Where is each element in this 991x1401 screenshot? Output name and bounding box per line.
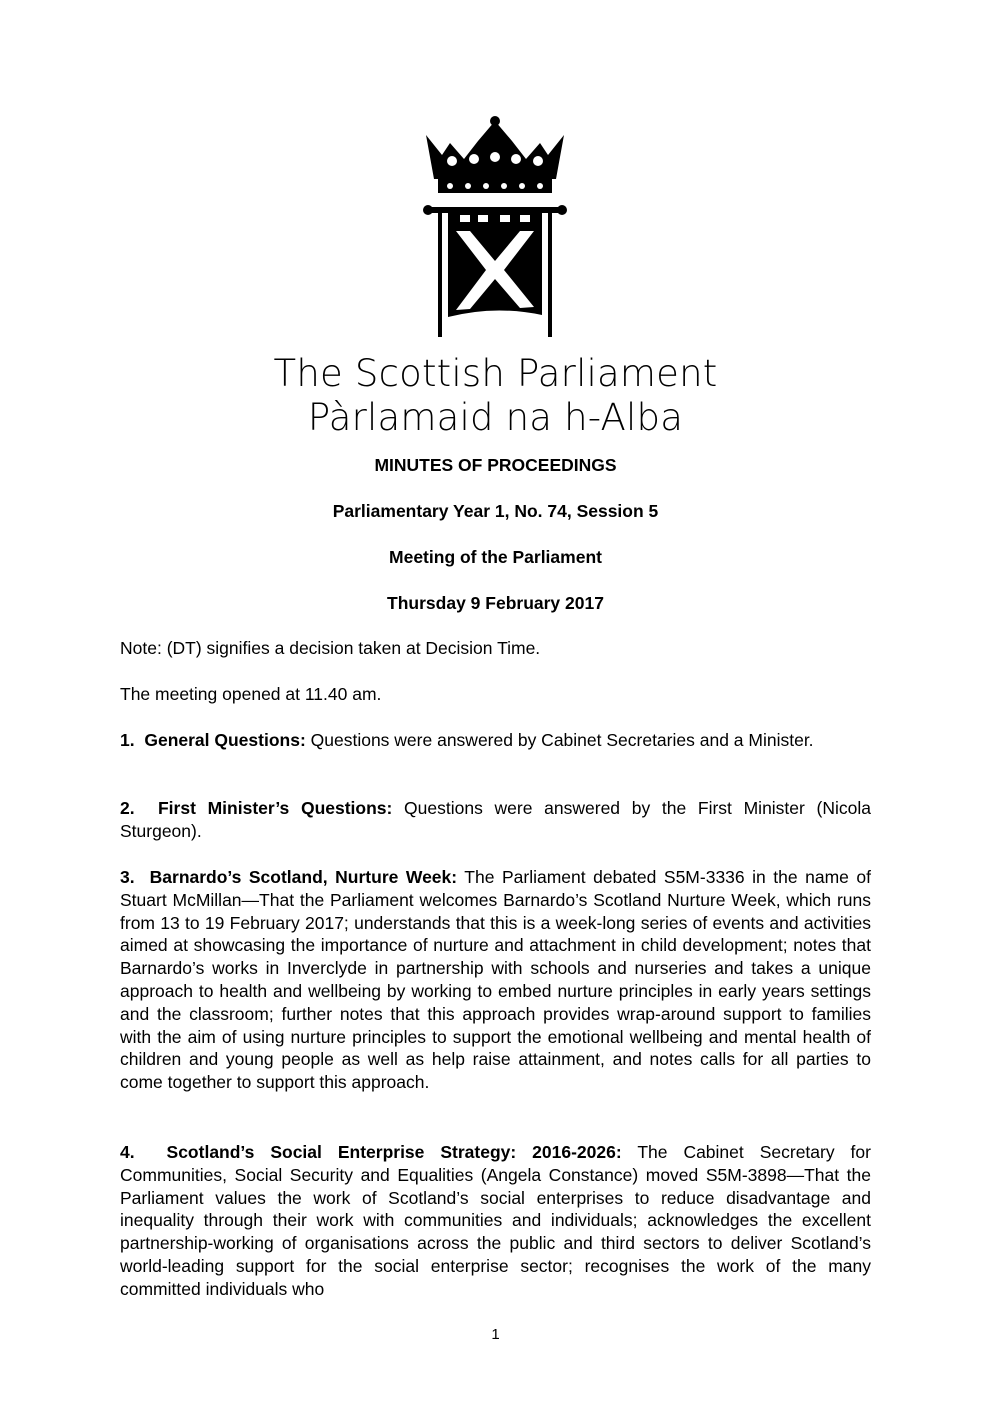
item-text: The Cabinet Secretary for Communities, Social Security and Equalities (Angela Constance) moved S5M-3898—That the Parliament values the work of Scotland’s social enterprises to reduce disadvantage and inequality through their work with communities and individuals; acknowledges the excellent partnership-working of organisations across the public and third sectors to deliver Scotland’s world-leading support for the social enterprise sector; recognises the work of the many committed individuals who (120, 1142, 871, 1299)
meeting-date: Thursday 9 February 2017 (387, 593, 604, 613)
item-text: Questions were answered by the First Minister (Nicola Sturgeon). (120, 798, 872, 841)
document-title: MINUTES OF PROCEEDINGS (374, 455, 617, 475)
item-heading: Barnardo’s Scotland, Nurture Week: (149, 867, 458, 887)
item-heading: General Questions: (144, 730, 306, 750)
item-number: 3. (120, 867, 135, 887)
parliament-crest-icon (420, 115, 570, 340)
opening-time: The meeting opened at 11.40 am. (120, 684, 382, 704)
decision-time-note: Note: (DT) signifies a decision taken at Decision Time. (120, 638, 541, 658)
parliament-wordmark-english: The Scottish Parliament (273, 352, 718, 395)
agenda-item (120, 1141, 871, 1301)
meeting-title: Meeting of the Parliament (389, 547, 602, 567)
item-heading: Scotland’s Social Enterprise Strategy: 2016-2026: (166, 1142, 622, 1162)
item-number: 4. (120, 1142, 135, 1162)
item-number: 2. (120, 798, 135, 818)
parliament-wordmark-gaelic: Pàrlamaid na h-Alba (307, 396, 684, 439)
item-text: The Parliament debated S5M-3336 in the name of Stuart McMillan—That the Parliament welcomes Barnardo’s Scotland Nurture Week, which runs from 13 to 19 February 2017; understands that this is a week-long series of events and activities aimed at showcasing the importance of nurture and attachment in child development; notes that Barnardo’s works in Inverclyde in partnership with schools and nurseries and takes a unique approach to health and wellbeing by working to embed nurture principles in early years settings and the classroom; further notes that this approach provides wrap-around support to families with the aim of using nurture principles to support the emotional wellbeing and mental health of children and young people as well as help raise attainment, and notes calls for all parties to come together to support this approach. (120, 867, 872, 1093)
agenda-item (120, 866, 871, 1094)
session-info: Parliamentary Year 1, No. 74, Session 5 (332, 501, 659, 521)
item-number: 1. (120, 730, 135, 750)
item-heading: First Minister’s Questions: (157, 798, 393, 818)
page-number: 1 (491, 1326, 500, 1343)
agenda-item (120, 729, 871, 752)
item-text: Questions were answered by Cabinet Secretaries and a Minister. (305, 730, 814, 750)
agenda-item (120, 797, 871, 843)
